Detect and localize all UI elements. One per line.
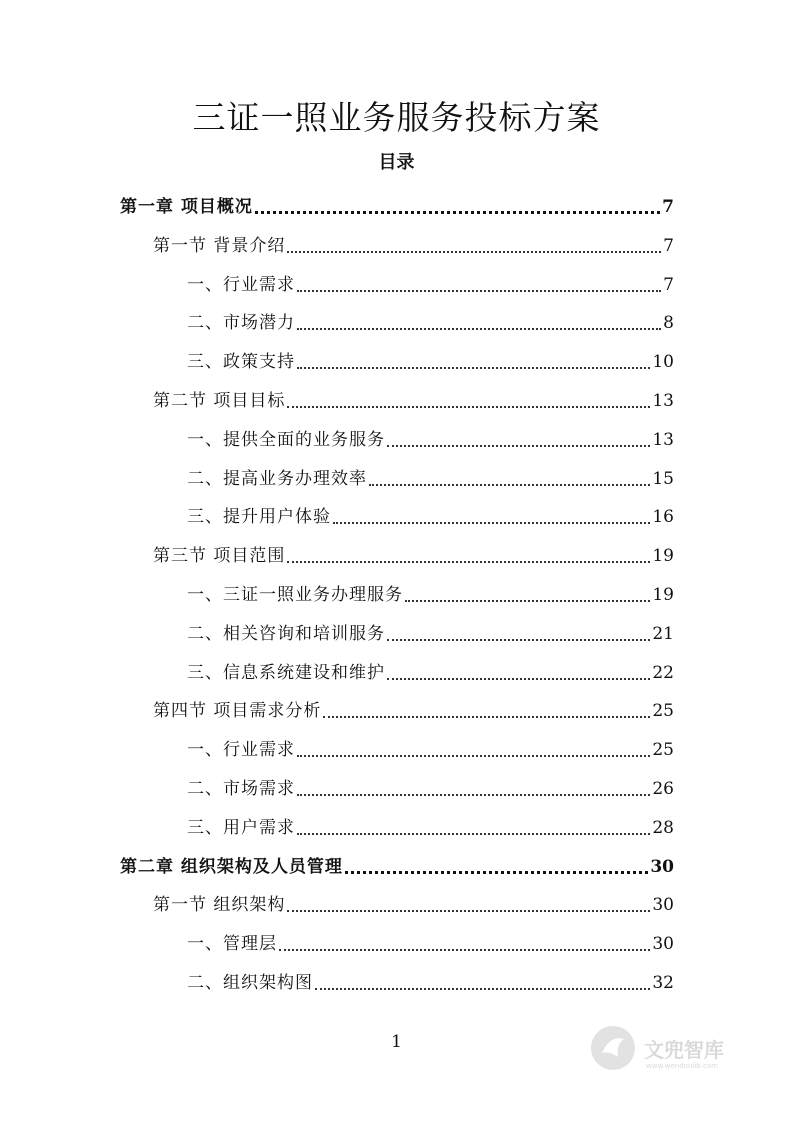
- toc-entry-label: 三、提升用户体验: [187, 507, 331, 528]
- toc-leader-dots: [297, 733, 650, 757]
- toc-entry-page: 7: [663, 274, 674, 295]
- toc-entry[interactable]: [187, 576, 674, 606]
- toc-entry-label: 二、相关咨询和培训服务: [187, 623, 385, 644]
- toc-entry-label: 第三节 项目范围: [153, 546, 286, 567]
- toc-entry[interactable]: [153, 537, 674, 567]
- toc-entry-page: 32: [652, 973, 674, 993]
- toc-entry-label: 第一章 项目概况: [120, 197, 253, 217]
- toc-entry[interactable]: [187, 615, 674, 645]
- toc-entry-label: 二、市场潜力: [187, 313, 295, 334]
- toc-entry-label: 第二节 项目目标: [153, 391, 286, 411]
- toc-entry[interactable]: [187, 809, 674, 839]
- toc-leader-dots: [387, 656, 650, 680]
- toc-entry[interactable]: [187, 770, 674, 800]
- toc-entry[interactable]: [187, 964, 674, 994]
- toc-entry-label: 第一节 背景介绍: [153, 235, 286, 256]
- watermark-logo-icon: [588, 1023, 638, 1073]
- toc-entry-page: 19: [652, 546, 674, 567]
- toc-leader-dots: [369, 462, 650, 486]
- watermark-text: 文兜智库: [644, 1037, 724, 1062]
- toc-entry[interactable]: [187, 925, 674, 955]
- toc-leader-dots: [387, 617, 650, 641]
- toc-entry[interactable]: [120, 188, 674, 218]
- toc-entry-page: 7: [663, 235, 674, 256]
- toc-heading: 目录: [378, 152, 415, 173]
- toc-leader-dots: [287, 888, 650, 912]
- toc-entry-page: 10: [652, 352, 674, 373]
- toc-entry-label: 一、管理层: [187, 934, 277, 955]
- toc-entry-label: 第四节 项目需求分析: [153, 701, 322, 722]
- toc-entry-page: 13: [652, 429, 674, 450]
- toc-entry-page: 30: [652, 895, 674, 916]
- toc-leader-dots: [297, 345, 650, 369]
- document-title: 三证一照业务服务投标方案: [192, 98, 601, 137]
- toc-leader-dots: [387, 423, 650, 447]
- toc-entry[interactable]: [187, 266, 674, 296]
- page-number: 1: [391, 1032, 402, 1052]
- toc-entry-page: 8: [663, 313, 674, 334]
- toc-entry[interactable]: [153, 886, 674, 916]
- toc-leader-dots: [287, 539, 650, 563]
- toc-entry[interactable]: [187, 460, 674, 490]
- toc-entry-page: 13: [652, 391, 674, 411]
- toc-leader-dots: [297, 772, 650, 796]
- toc-leader-dots: [405, 578, 650, 602]
- toc-entry[interactable]: [187, 498, 674, 528]
- toc-entry[interactable]: [187, 654, 674, 684]
- toc-entry-page: 21: [652, 623, 674, 644]
- toc-entry-label: 二、组织架构图: [187, 973, 313, 993]
- toc-entry[interactable]: [153, 692, 674, 722]
- toc-leader-dots: [279, 927, 650, 951]
- toc-entry-label: 第二章 组织架构及人员管理: [120, 856, 343, 877]
- toc-entry[interactable]: [187, 731, 674, 761]
- toc-entry[interactable]: [187, 421, 674, 451]
- toc-leader-dots: [345, 849, 648, 874]
- toc-entry-page: 28: [652, 817, 674, 838]
- toc-entry[interactable]: [120, 848, 674, 878]
- toc-entry-page: 25: [652, 740, 674, 761]
- toc-entry-label: 一、三证一照业务办理服务: [187, 585, 403, 605]
- toc-leader-dots: [297, 268, 661, 292]
- toc-leader-dots: [333, 500, 650, 524]
- toc-entry-page: 19: [652, 585, 674, 605]
- toc-leader-dots: [297, 811, 650, 835]
- toc-entry-label: 一、行业需求: [187, 740, 295, 761]
- toc-leader-dots: [287, 229, 661, 253]
- toc-entry-page: 30: [650, 856, 674, 877]
- toc-leader-dots: [315, 966, 650, 990]
- watermark: [588, 1018, 758, 1078]
- toc-entry-page: 30: [652, 934, 674, 955]
- toc-entry[interactable]: [187, 304, 674, 334]
- toc-entry[interactable]: [153, 382, 674, 412]
- toc-entry-label: 一、提供全面的业务服务: [187, 429, 385, 450]
- toc-entry-label: 三、信息系统建设和维护: [187, 662, 385, 683]
- toc-entry[interactable]: [187, 343, 674, 373]
- toc-entry-page: 16: [652, 507, 674, 528]
- toc-entry-label: 第一节 组织架构: [153, 895, 286, 916]
- toc-entry-page: 22: [652, 662, 674, 683]
- toc-entry-label: 二、市场需求: [187, 779, 295, 799]
- watermark-url: www.wendoulib.com: [646, 1062, 718, 1070]
- toc-leader-dots: [255, 189, 660, 214]
- toc-entry-label: 二、提高业务办理效率: [187, 468, 367, 489]
- toc-entry-page: 7: [662, 197, 674, 217]
- toc-entry-page: 15: [652, 468, 674, 489]
- toc-entry-label: 一、行业需求: [187, 274, 295, 295]
- toc-entry-label: 三、政策支持: [187, 352, 295, 373]
- toc-entry-label: 三、用户需求: [187, 817, 295, 838]
- toc-entry-page: 25: [652, 701, 674, 722]
- toc-entry-page: 26: [652, 779, 674, 799]
- toc-leader-dots: [323, 694, 650, 718]
- toc-leader-dots: [287, 384, 650, 408]
- toc-entry[interactable]: [153, 227, 674, 257]
- toc-leader-dots: [297, 306, 661, 330]
